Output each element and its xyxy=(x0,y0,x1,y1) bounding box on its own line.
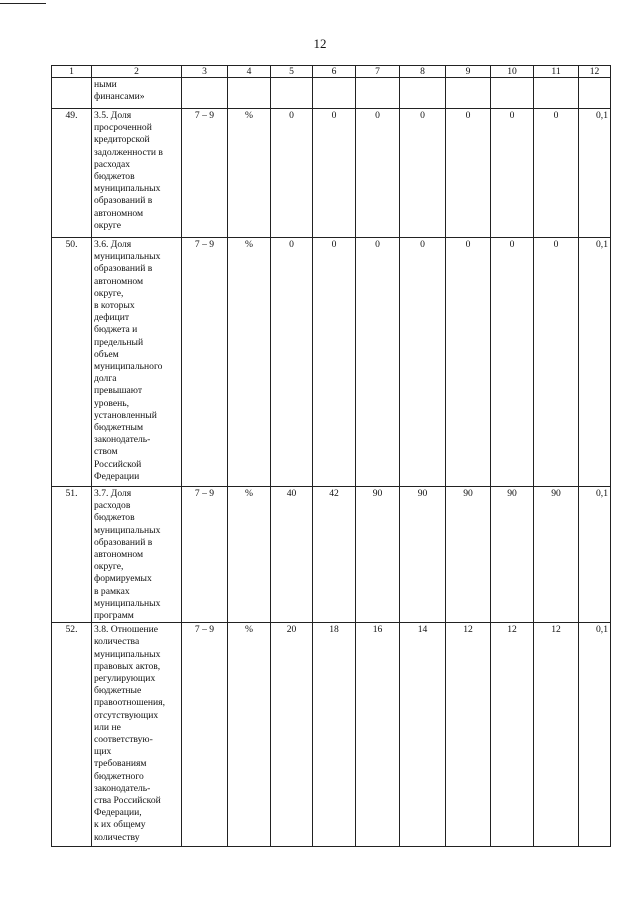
value-cell: 40 xyxy=(271,487,313,623)
indicator-name: 3.8. Отношение количества муниципальных правовых актов, регулирующих бюджетные правоотношения, отсутствующих или не соответствую- щих требованиям бюджетного законодатель- ства Российской Федерации, к их общему количеству xyxy=(92,623,182,847)
value-cell: 14 xyxy=(400,623,446,847)
row-number: 50. xyxy=(52,238,92,487)
column-number: 7 xyxy=(356,66,400,78)
column-number: 6 xyxy=(313,66,356,78)
value-cell: 18 xyxy=(313,623,356,847)
unit-cell: % xyxy=(228,487,271,623)
cell xyxy=(356,78,400,109)
value-cell: 90 xyxy=(446,487,491,623)
cell xyxy=(271,78,313,109)
value-cell: 0 xyxy=(491,109,534,238)
value-cell: 90 xyxy=(356,487,400,623)
cell xyxy=(182,78,228,109)
value-cell: 0 xyxy=(313,238,356,487)
row-number: 52. xyxy=(52,623,92,847)
column-number: 4 xyxy=(228,66,271,78)
column-number: 11 xyxy=(534,66,579,78)
value-cell: 0 xyxy=(313,109,356,238)
years-cell: 7 – 9 xyxy=(182,487,228,623)
indicators-table xyxy=(51,65,611,847)
unit-cell: % xyxy=(228,238,271,487)
value-cell: 0 xyxy=(356,238,400,487)
table-row xyxy=(52,238,611,487)
value-cell: 0 xyxy=(356,109,400,238)
table-row xyxy=(52,623,611,847)
indicator-name: 3.6. Доля муниципальных образований в автономном округе, в которых дефицит бюджета и предельный объем муниципального долга превышают уровень, установленный бюджетным законодатель- ством Российской Федерации xyxy=(92,238,182,487)
column-number: 2 xyxy=(92,66,182,78)
row-number xyxy=(52,78,92,109)
value-cell: 90 xyxy=(534,487,579,623)
cell xyxy=(534,78,579,109)
value-cell: 0 xyxy=(400,109,446,238)
value-cell: 12 xyxy=(491,623,534,847)
value-cell: 0 xyxy=(534,238,579,487)
value-cell: 12 xyxy=(446,623,491,847)
cell xyxy=(579,78,611,109)
value-cell: 12 xyxy=(534,623,579,847)
value-cell: 0 xyxy=(271,109,313,238)
value-cell: 0 xyxy=(534,109,579,238)
value-cell: 20 xyxy=(271,623,313,847)
cell xyxy=(400,78,446,109)
cell xyxy=(446,78,491,109)
value-cell: 0,1 xyxy=(579,109,611,238)
row-number: 49. xyxy=(52,109,92,238)
value-cell: 0,1 xyxy=(579,487,611,623)
value-cell: 0 xyxy=(446,238,491,487)
unit-cell: % xyxy=(228,623,271,847)
table-row xyxy=(52,109,611,238)
column-number: 9 xyxy=(446,66,491,78)
indicator-name: 3.5. Доля просроченной кредиторской задолженности в расходах бюджетов муниципальных образований в автономном округе xyxy=(92,109,182,238)
column-number-row xyxy=(52,66,611,78)
value-cell: 16 xyxy=(356,623,400,847)
years-cell: 7 – 9 xyxy=(182,238,228,487)
page-number: 12 xyxy=(313,36,327,51)
column-number: 3 xyxy=(182,66,228,78)
unit-cell: % xyxy=(228,109,271,238)
value-cell: 0,1 xyxy=(579,623,611,847)
column-number: 12 xyxy=(579,66,611,78)
indicator-name: ными финансами» xyxy=(92,78,182,109)
value-cell: 0,1 xyxy=(579,238,611,487)
value-cell: 42 xyxy=(313,487,356,623)
cell xyxy=(228,78,271,109)
row-number: 51. xyxy=(52,487,92,623)
years-cell: 7 – 9 xyxy=(182,109,228,238)
value-cell: 0 xyxy=(271,238,313,487)
indicator-name: 3.7. Доля расходов бюджетов муниципальных образований в автономном округе, формируемых в рамках муниципальных программ xyxy=(92,487,182,623)
value-cell: 90 xyxy=(491,487,534,623)
column-number: 5 xyxy=(271,66,313,78)
cell xyxy=(313,78,356,109)
value-cell: 0 xyxy=(400,238,446,487)
value-cell: 0 xyxy=(491,238,534,487)
column-number: 8 xyxy=(400,66,446,78)
column-number: 1 xyxy=(52,66,92,78)
value-cell: 90 xyxy=(400,487,446,623)
value-cell: 0 xyxy=(446,109,491,238)
table-row-continuation xyxy=(52,78,611,109)
column-number: 10 xyxy=(491,66,534,78)
top-rule xyxy=(0,3,46,4)
cell xyxy=(491,78,534,109)
years-cell: 7 – 9 xyxy=(182,623,228,847)
table-row xyxy=(52,487,611,623)
